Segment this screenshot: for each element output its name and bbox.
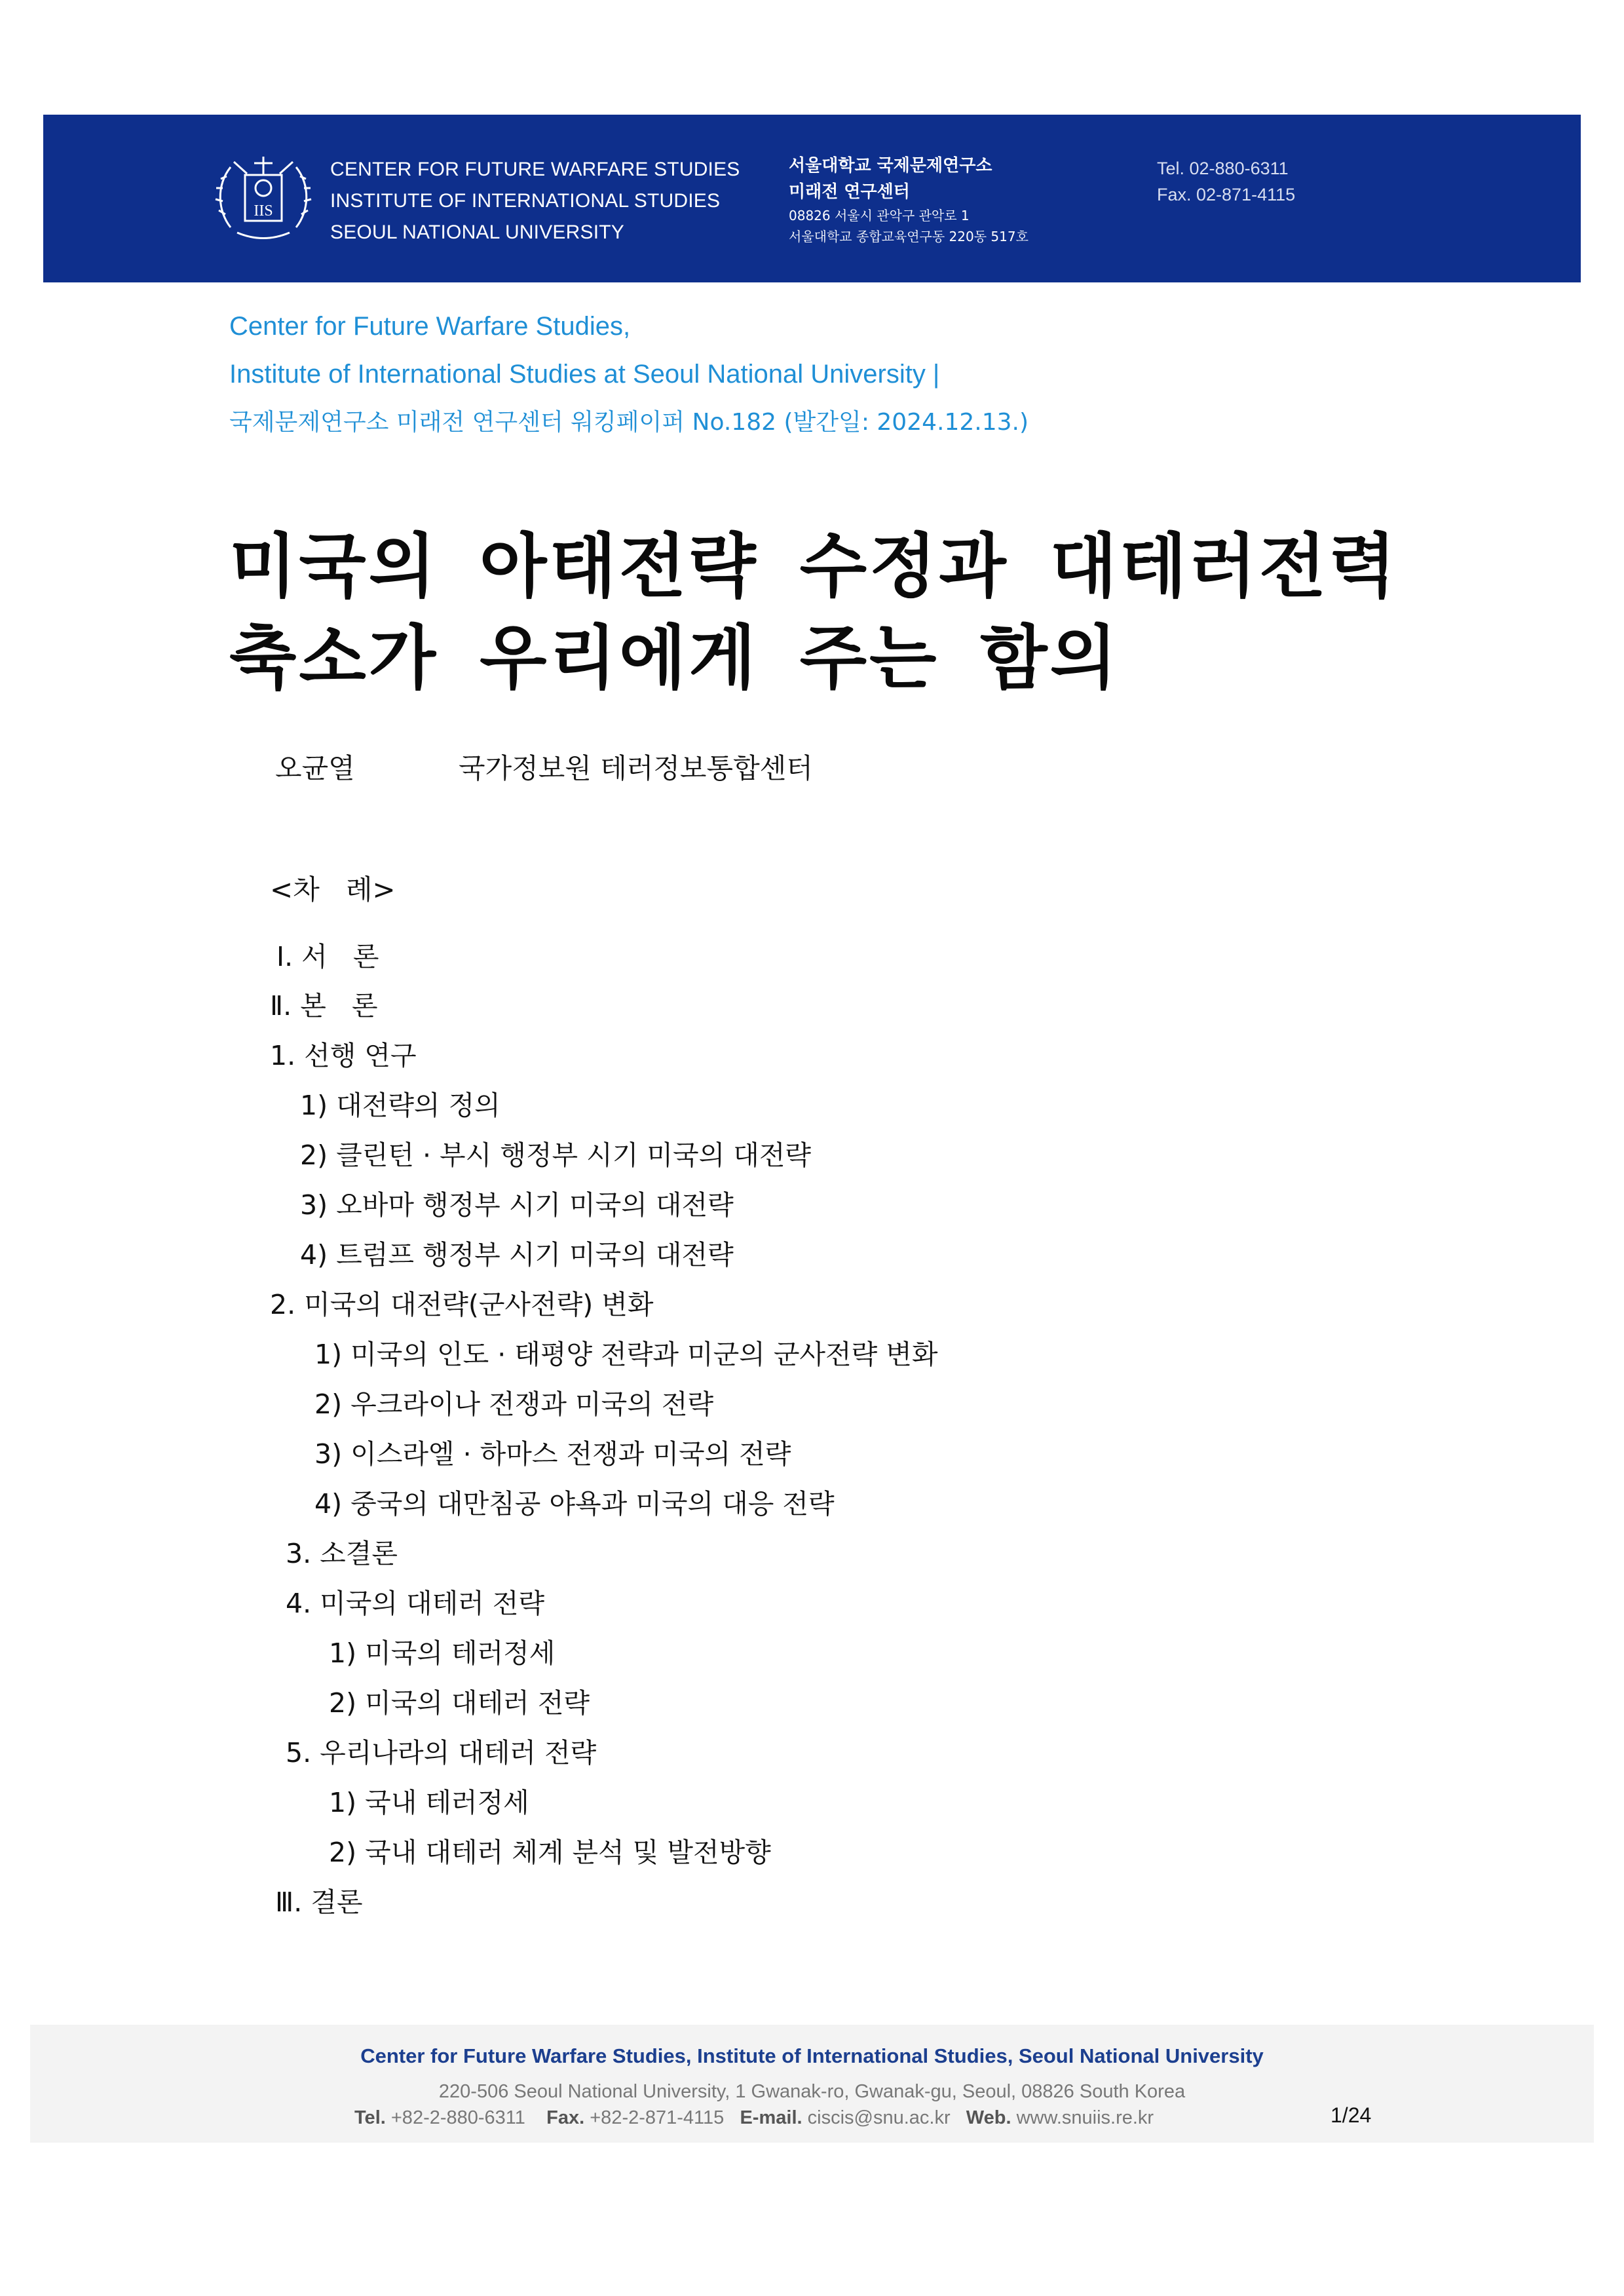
institute-seal-logo: [211, 149, 316, 246]
toc-item: 3) 오바마 행정부 시기 미국의 대전략: [300, 1189, 734, 1221]
toc-item: 3) 이스라엘 · 하마스 전쟁과 미국의 전략: [314, 1438, 791, 1470]
author-name: 오균열: [275, 752, 355, 784]
toc-item: 1) 국내 테러정세: [329, 1787, 529, 1818]
footer-email-label: E-mail.: [740, 2107, 803, 2128]
footer-tel: +82-2-880-6311: [390, 2107, 525, 2128]
header-band: [43, 115, 1581, 282]
header-ko-name-1: 서울대학교 국제문제연구소: [789, 156, 992, 176]
page-number: 1/24: [1331, 2103, 1372, 2127]
toc-item: 4) 트럼프 행정부 시기 미국의 대전략: [300, 1239, 734, 1271]
footer-contact-line: [354, 2107, 1154, 2129]
page-title: [229, 521, 1399, 704]
toc-heading: <차 례>: [270, 873, 396, 906]
header-korean-block: [789, 153, 1029, 247]
footer-institution: Center for Future Warfare Studies, Institute of International Studies, Seoul National University: [360, 2044, 1264, 2067]
toc-item: 2) 클린턴 · 부시 행정부 시기 미국의 대전략: [300, 1139, 812, 1171]
toc-item: 3. 소결론: [286, 1538, 398, 1569]
header-en-line: INSTITUTE OF INTERNATIONAL STUDIES: [330, 190, 721, 212]
footer-email-link[interactable]: ciscis@snu.ac.kr: [807, 2107, 951, 2128]
meta-line-1: Center for Future Warfare Studies,: [229, 312, 631, 341]
toc-item: 1) 미국의 테러정세: [329, 1637, 556, 1669]
title-line-2: 축소가 우리에게 주는 함의: [229, 618, 1120, 698]
toc-item: 2) 미국의 대테러 전략: [329, 1687, 590, 1719]
footer-web-link[interactable]: www.snuiis.re.kr: [1016, 2107, 1154, 2128]
footer-fax-label: Fax.: [546, 2107, 585, 2128]
toc-item: 2. 미국의 대전략(군사전략) 변화: [270, 1289, 654, 1320]
meta-line-2: Institute of International Studies at Seoul National University |: [229, 360, 940, 389]
footer-web-label: Web.: [966, 2107, 1011, 2128]
toc-item: Ⅱ. 본 론: [270, 990, 378, 1022]
logo-text: IIS: [254, 202, 273, 220]
toc-item: Ⅰ. 서 론: [276, 941, 379, 972]
author-affiliation: 국가정보원 테러정보통합센터: [459, 752, 813, 784]
toc-item: 2) 우크라이나 전쟁과 미국의 전략: [314, 1388, 714, 1420]
header-english-names: [330, 154, 740, 248]
header-en-line: SEOUL NATIONAL UNIVERSITY: [330, 221, 624, 243]
page-footer: [30, 2025, 1594, 2143]
title-line-1: 미국의 아태전략 수정과 대테러전력: [229, 526, 1399, 607]
toc-item: 4. 미국의 대테러 전략: [286, 1588, 545, 1619]
toc-item: 2) 국내 대테러 체계 분석 및 발전방향: [329, 1837, 771, 1868]
paper-meta: [229, 303, 1029, 446]
footer-fax: +82-2-871-4115: [590, 2107, 725, 2128]
header-fax: Fax. 02-871-4115: [1157, 185, 1296, 204]
header-tel: Tel. 02-880-6311: [1157, 159, 1289, 178]
toc-item: 1) 대전략의 정의: [300, 1090, 500, 1121]
toc-item: 1) 미국의 인도 · 태평양 전략과 미군의 군사전략 변화: [314, 1339, 938, 1370]
header-en-line: CENTER FOR FUTURE WARFARE STUDIES: [330, 159, 740, 180]
toc-item: 5. 우리나라의 대테러 전략: [286, 1737, 597, 1769]
toc-item: Ⅲ. 결론: [275, 1886, 363, 1918]
meta-line-3: 국제문제연구소 미래전 연구센터 워킹페이퍼 No.182 (발간일: 2024.12.13.): [229, 409, 1029, 436]
toc-item: 4) 중국의 대만침공 야욕과 미국의 대응 전략: [314, 1488, 835, 1520]
header-address-2: 서울대학교 종합교육연구동 220동 517호: [789, 229, 1029, 244]
header-contact: [1157, 155, 1295, 208]
footer-address: 220-506 Seoul National University, 1 Gwanak-ro, Gwanak-gu, Seoul, 08826 South Korea: [438, 2081, 1186, 2102]
footer-tel-label: Tel.: [354, 2107, 386, 2128]
header-ko-name-2: 미래전 연구센터: [789, 182, 910, 202]
header-address-1: 08826 서울시 관악구 관악로 1: [789, 208, 970, 223]
toc-item: 1. 선행 연구: [270, 1040, 417, 1071]
